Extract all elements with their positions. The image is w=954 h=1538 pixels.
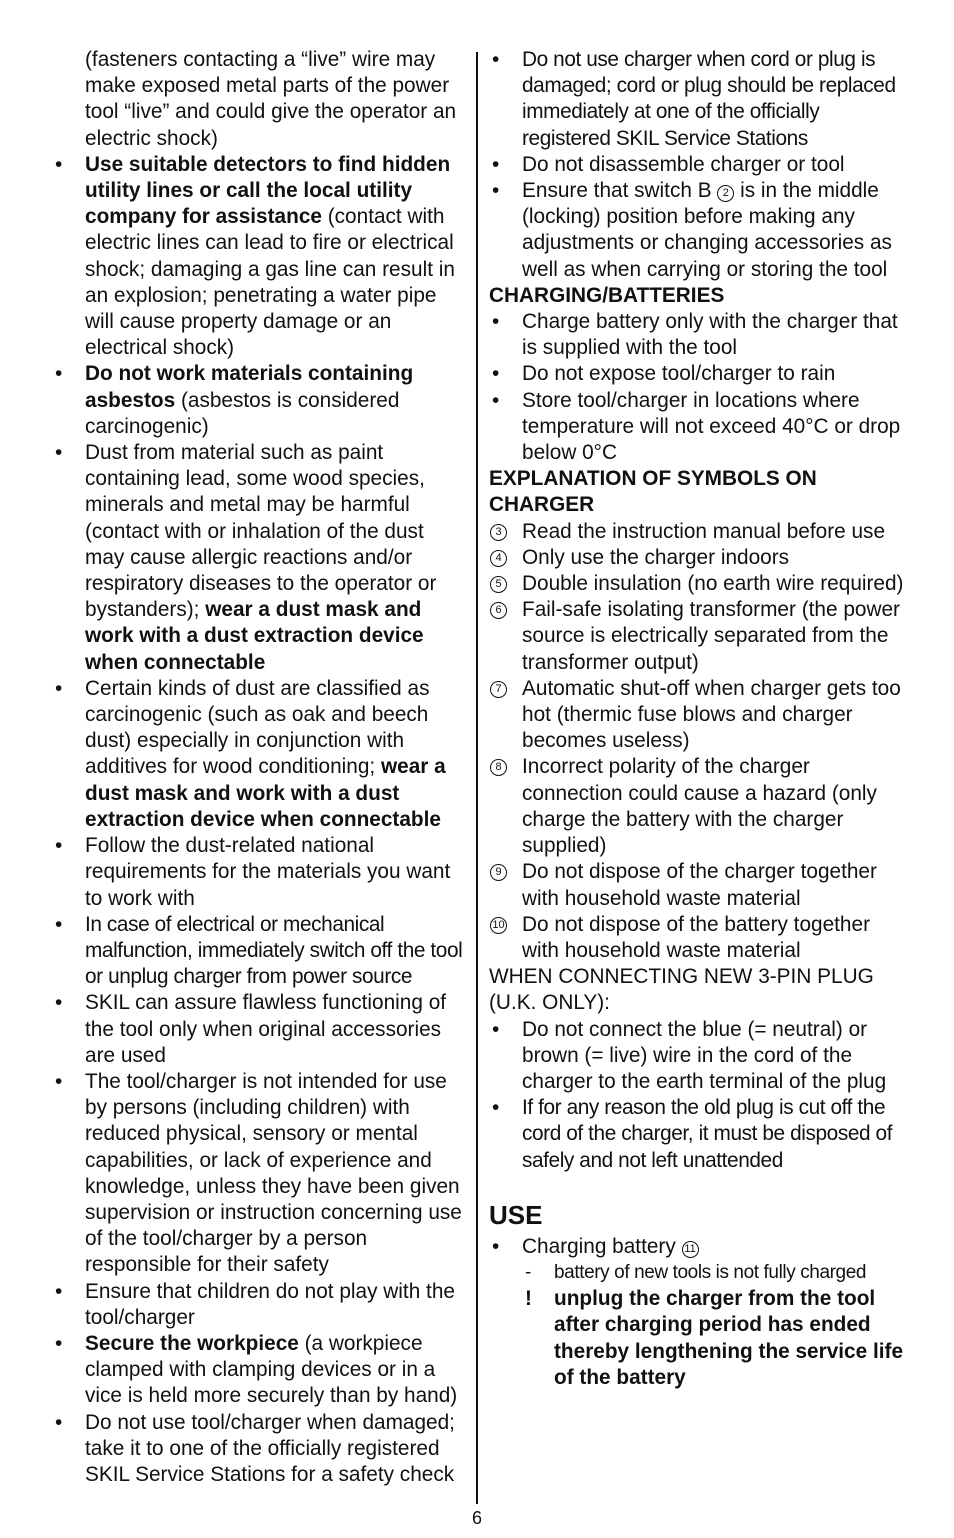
symbol-text: Do not dispose of the charger together with household waste material [522,860,877,910]
bullet: • [55,912,62,936]
bullet: • [492,388,500,412]
bullet: • [492,48,499,71]
list-item [52,1069,466,1279]
bullet: • [55,834,63,858]
circled-number-icon: 7 [490,681,507,698]
list-item [52,912,466,991]
bold-text: Use suitable detectors to find hidden utility lines or call the local utility company for assistance [85,152,451,229]
symbol-item [489,912,907,964]
sub-item [489,1260,907,1286]
item-text: (asbestos is considered carcinogenic) [85,388,400,438]
list-item [52,1279,466,1331]
section-heading-symbols: EXPLANATION OF SYMBOLS ON CHARGER [489,467,817,517]
warning-item [489,1286,907,1391]
dash-marker: - [525,1261,531,1283]
list-item [489,361,907,387]
bold-text: wear a dust mask and work with a dust extraction device when connectable [85,755,446,831]
exclamation-icon: ! [525,1287,532,1311]
bullet: • [492,152,500,176]
item-text: In case of electrical or mechanical malfunction, immediately switch off the tool or unplug charger from power source [85,912,463,989]
item-text: Follow the dust-related national requirements for the materials you want to work with [85,834,451,910]
circled-number-icon: 2 [717,185,734,202]
page-number: 6 [471,1508,482,1528]
symbol-item [489,754,907,859]
list-item [52,676,466,833]
circled-number-icon: 6 [490,602,507,619]
item-text: The tool/charger is not intended for use by persons (including children) with reduced physical, sensory or mental capabilities, or lack of experience and knowledge, unless they have been given supervision or instruction concerning use of the tool/charger by a person responsible for their safety [85,1069,462,1277]
right-column [489,47,907,1391]
section-heading-charging: CHARGING/BATTERIES [489,283,725,307]
bullet: • [492,362,500,386]
list-item [489,1234,907,1260]
section-title-use: USE [489,1199,543,1230]
bullet: • [492,1096,499,1120]
symbol-text: Do not dispose of the battery together with household waste material [522,912,870,962]
list-item [489,388,907,467]
circled-number-icon: 3 [490,524,507,541]
bullet: • [55,441,63,465]
list-item [489,152,907,178]
list-item [489,309,907,361]
list-item [52,1331,466,1410]
bullet: • [55,1331,63,1355]
item-text: SKIL can assure flawless functioning of the tool only when original accessories are used [85,991,447,1067]
column-divider [476,52,478,1504]
item-text: Do not connect the blue (= neutral) or brown (= live) wire in the cord of the charger to the earth terminal of the plug [522,1017,887,1093]
list-item [489,1017,907,1096]
symbol-item [489,859,907,911]
circled-number-icon: 10 [490,917,507,934]
list-item [52,361,466,440]
list-item [489,178,907,283]
warning-text: unplug the charger from the tool after charging period has ended thereby lengthening the service life of the battery [554,1287,904,1389]
bullet: • [492,179,500,203]
symbol-item [489,545,907,571]
continuation-text: (fasteners contacting a “live” wire may make exposed metal parts of the power tool “live” and could give the operator an electric shock) [85,48,457,150]
circled-number-icon: 9 [490,864,507,881]
symbol-item [489,571,907,597]
item-text: Certain kinds of dust are classified as carcinogenic (such as oak and beech dust) especially in conjunction with additives for wood conditioning; [85,676,430,779]
symbol-text: Fail-safe isolating transformer (the power source is electrically separated from the transformer output) [522,598,900,674]
symbol-text: Read the instruction manual before use [522,519,886,543]
list-item [52,833,466,912]
bullet: • [55,362,63,386]
bullet: • [55,991,63,1015]
circled-number-icon: 4 [490,550,507,567]
item-text: is in the middle (locking) position before making any adjustments or changing accessories as well as when carrying or storing the tool [522,179,892,281]
circled-number-icon: 11 [682,1241,699,1258]
item-text: Dust from material such as paint containing lead, some wood species, minerals and metal may be harmful (contact with or inhalation of the dust may cause allergic reactions and/or respiratory diseases to the operator or bystanders); [85,441,437,622]
list-item [489,1095,907,1174]
item-text: Do not disassemble charger or tool [522,152,845,176]
item-text: Do not expose tool/charger to rain [522,362,836,386]
bold-text: Secure the workpiece [85,1331,299,1355]
list-item [52,152,466,362]
bullet: • [492,1017,500,1041]
item-text: Do not use tool/charger when damaged; take it to one of the officially registered SKIL Service Stations for a safety check [85,1410,455,1486]
bullet: • [55,1279,63,1303]
list-item [52,1410,466,1489]
item-text: (contact with electric lines can lead to fire or electrical shock; damaging a gas line can result in an explosion; penetrating a water pipe will cause property damage or an electrical shock) [85,205,455,360]
list-item [52,440,466,676]
item-text: Store tool/charger in locations where temperature will not exceed 40°C or drop below 0°C [522,388,901,465]
bullet: • [55,1069,63,1093]
bullet: • [492,1234,500,1258]
left-column [52,47,466,1488]
symbol-text: Incorrect polarity of the charger connection could cause a hazard (only charge the battery with the charger supplied) [522,755,877,858]
circled-number-icon: 5 [490,576,507,593]
bold-text: wear a dust mask and work with a dust extraction device when connectable [85,598,424,674]
item-text: Do not use charger when cord or plug is damaged; cord or plug should be replaced immediately at one of the officially registered SKIL Service Stations [522,48,896,150]
item-text: Ensure that switch B [522,179,718,203]
list-item [52,990,466,1069]
plug-heading: WHEN CONNECTING NEW 3-PIN PLUG (U.K. ONLY): [489,965,874,1015]
circled-number-icon: 8 [490,759,507,776]
item-text: If for any reason the old plug is cut off the cord of the charger, it must be disposed of safely and not left unattended [522,1096,893,1172]
item-text: (a workpiece clamped with clamping devices or in a vice is held more securely than by hand) [85,1331,458,1408]
bullet: • [55,676,63,700]
symbol-text: Double insulation (no earth wire required) [522,572,904,596]
item-text: Ensure that children do not play with the tool/charger [85,1279,455,1329]
symbol-item [489,676,907,755]
item-text: Charging battery [522,1234,682,1258]
bullet: • [492,310,500,334]
symbol-item [489,519,907,545]
symbol-text: Only use the charger indoors [522,545,790,569]
symbol-item [489,597,907,676]
list-item [489,47,907,152]
bullet: • [55,1410,63,1434]
bold-text: Do not work materials containing asbestos [85,362,414,412]
symbol-text: Automatic shut-off when charger gets too hot (thermic fuse blows and charger becomes useless) [522,676,901,753]
sub-item-text: battery of new tools is not fully charged [554,1261,867,1283]
item-text: Charge battery only with the charger that is supplied with the tool [522,310,898,360]
bullet: • [55,152,63,176]
